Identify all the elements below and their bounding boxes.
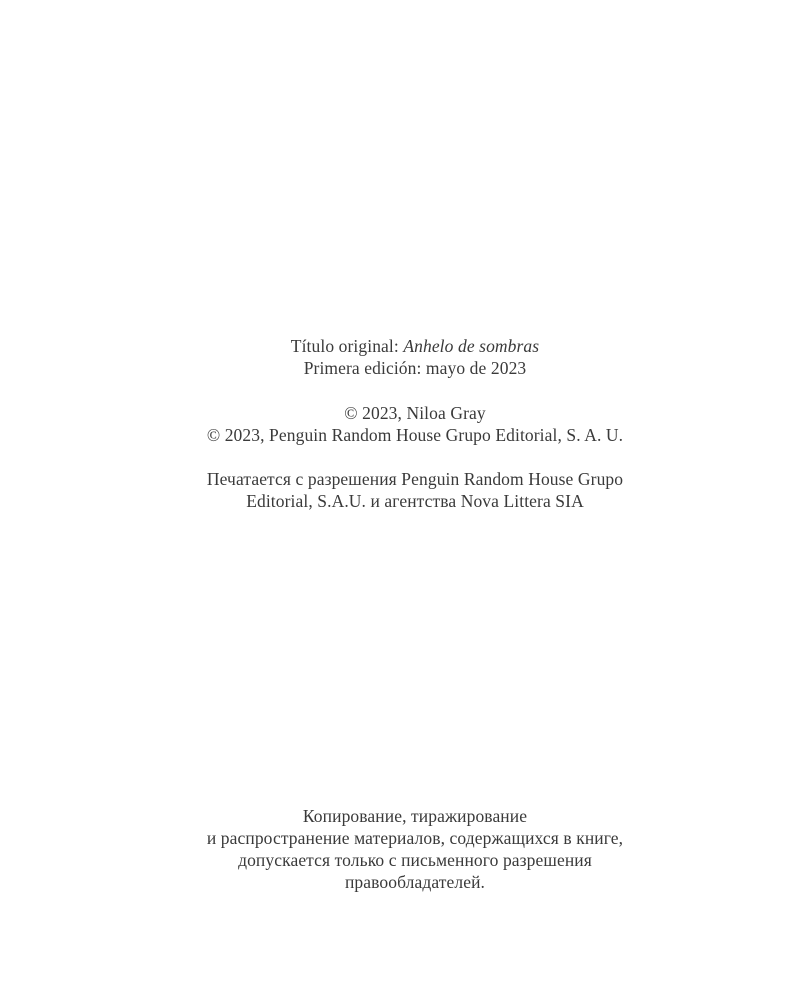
original-title-label: Título original: <box>290 336 404 356</box>
edition-line: Primera edición: mayo de 2023 <box>303 358 527 378</box>
copyright-block <box>0 402 800 446</box>
permission-line-2: Editorial, S.A.U. и агентства Nova Littera SIA <box>246 491 584 511</box>
permission-line-1: Печатается с разрешения Penguin Random House Grupo <box>206 469 624 489</box>
original-title-value: Anhelo de sombras <box>403 336 540 356</box>
credits-block <box>0 335 800 379</box>
original-title-line <box>0 335 800 357</box>
permission-block <box>0 468 800 512</box>
author-copyright-line: © 2023, Niloa Gray <box>344 403 486 423</box>
publisher-copyright-line: © 2023, Penguin Random House Grupo Editorial, S. A. U. <box>206 425 624 445</box>
legal-line-3: допускается только с письменного разрешения <box>238 850 592 870</box>
legal-line-4: правообладателей. <box>344 872 486 892</box>
legal-notice-block <box>0 805 800 893</box>
legal-line-2: и распространение материалов, содержащихся в книге, <box>206 828 624 848</box>
legal-line-1: Копирование, тиражирование <box>302 806 528 826</box>
